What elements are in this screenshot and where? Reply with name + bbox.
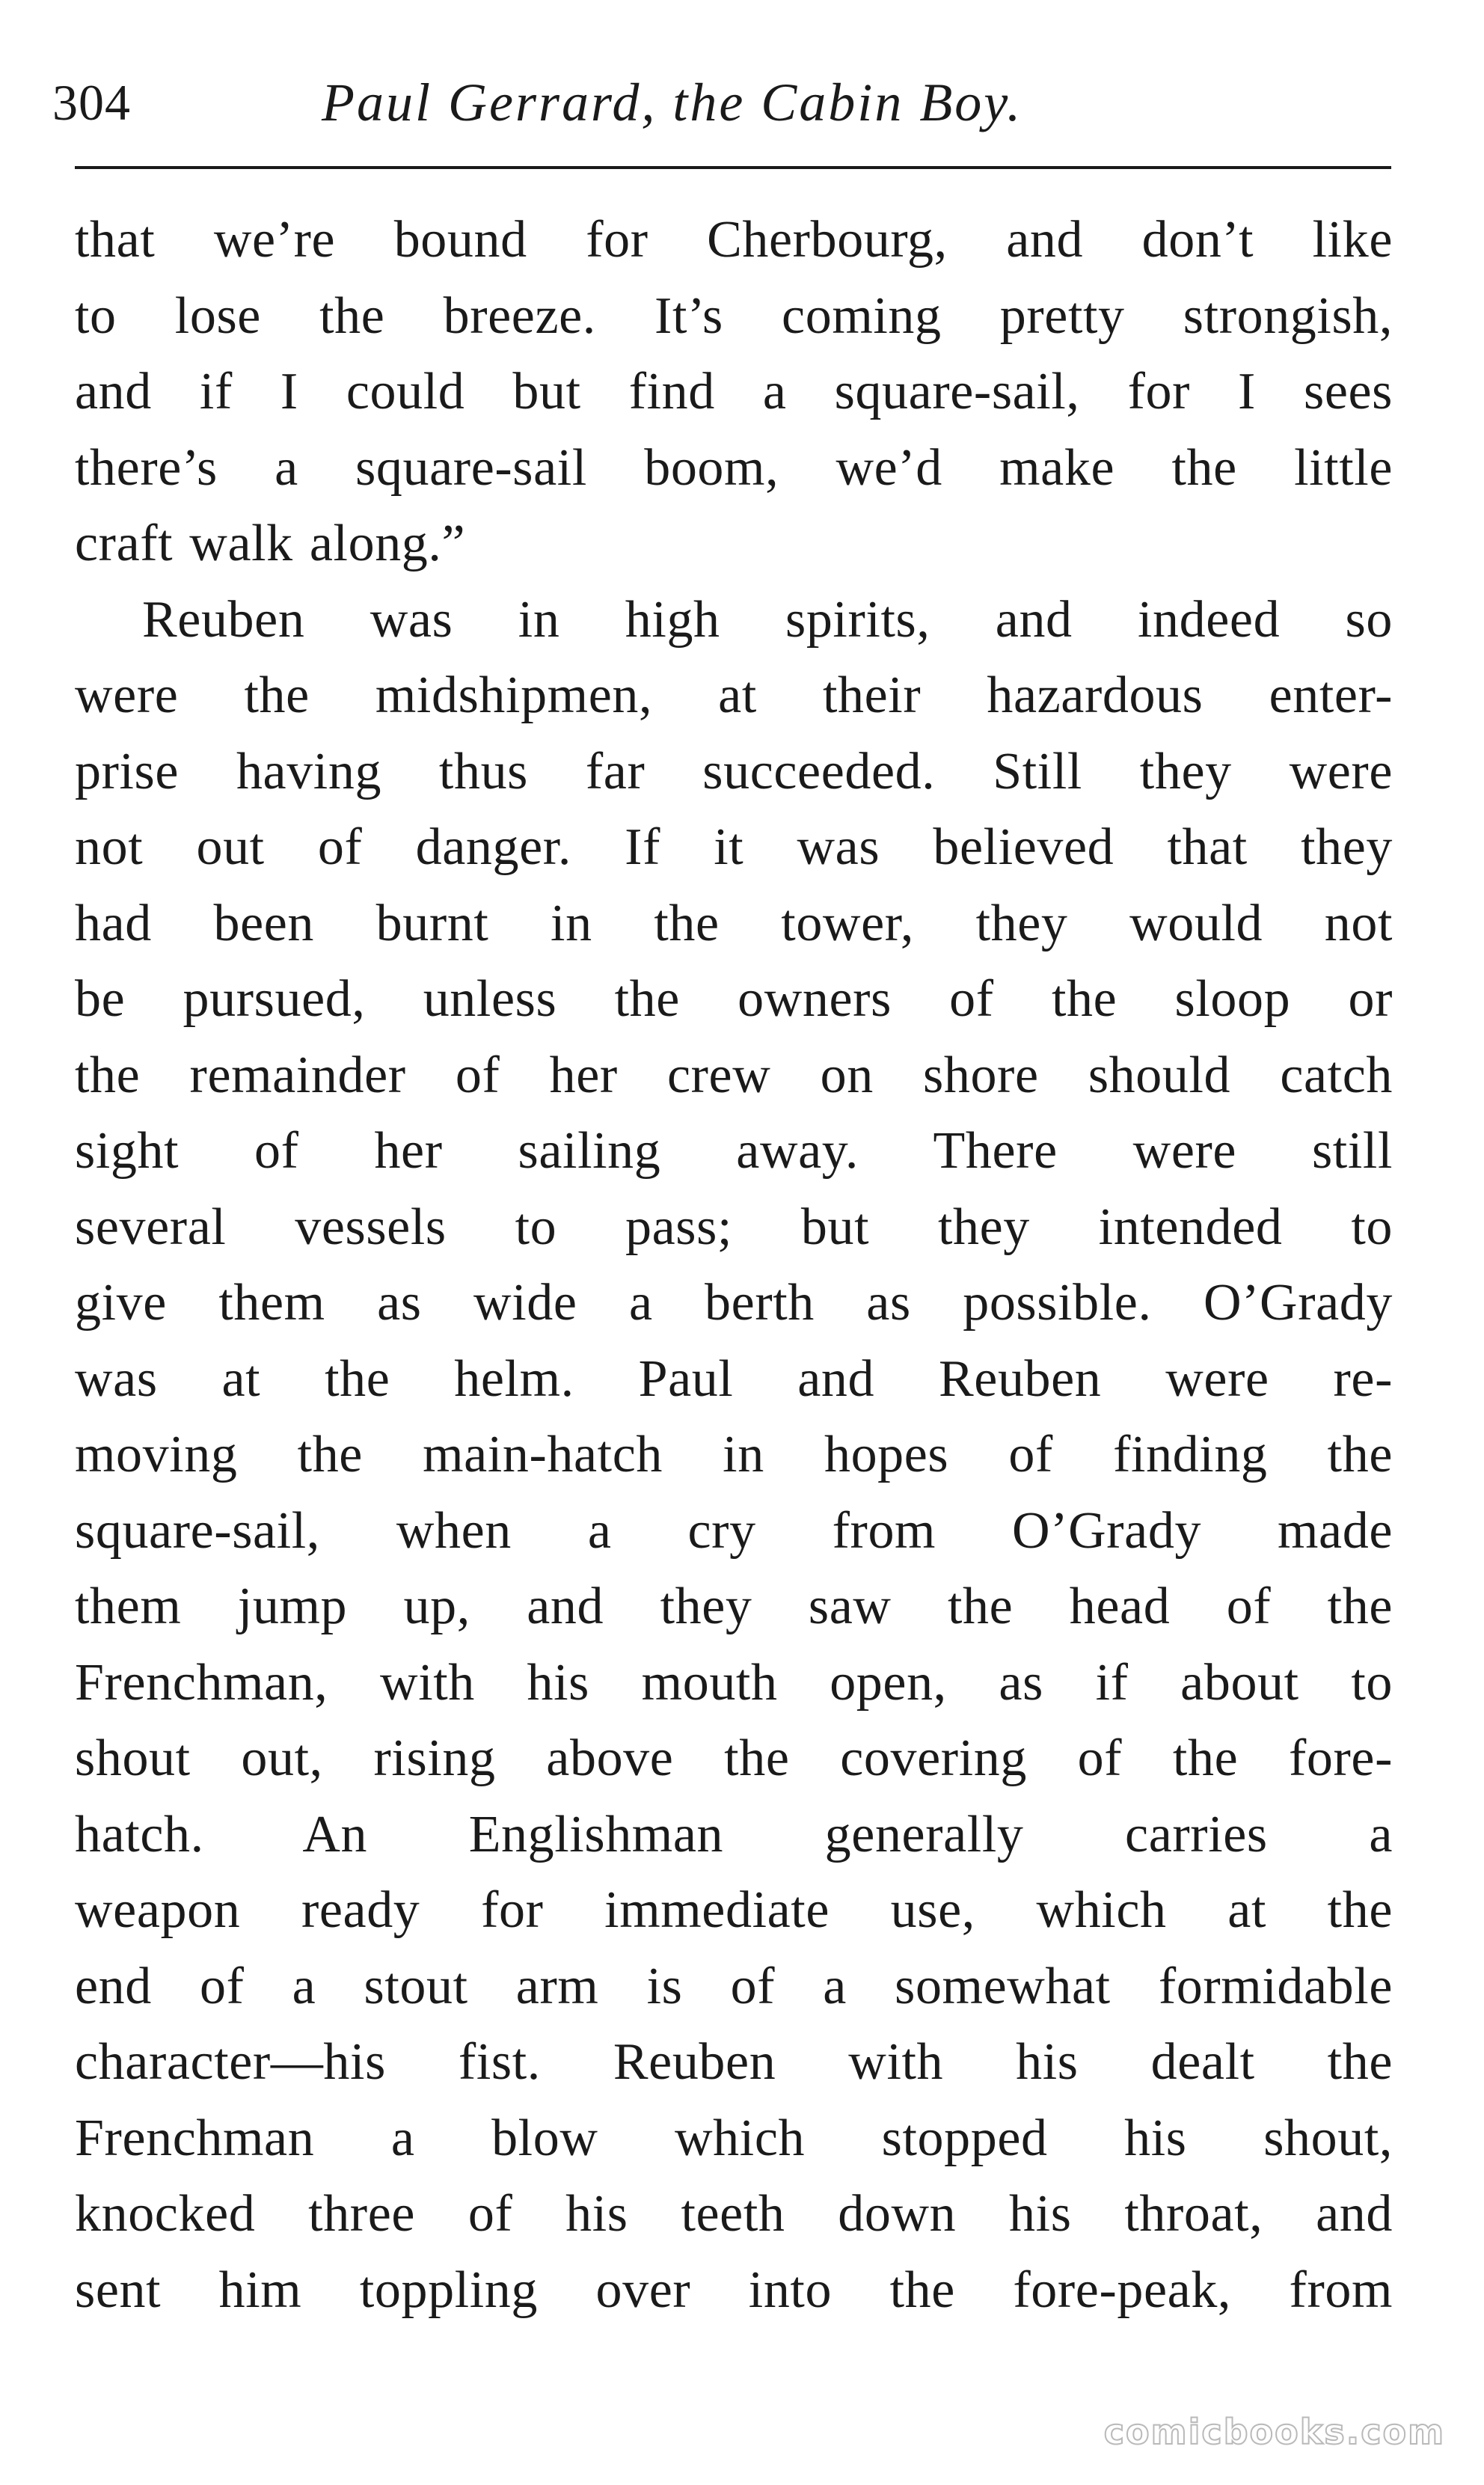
text-line: hatch. An Englishman generally carries a — [75, 1805, 1393, 1863]
text-line: square-sail, when a cry from O’Grady made — [75, 1501, 1393, 1560]
text-line: shout out, rising above the covering of the fore- — [75, 1729, 1393, 1787]
text-line: moving the main-hatch in hopes of finding the — [75, 1426, 1393, 1483]
text-line: be pursued, unless the owners of the sloop or — [75, 970, 1393, 1028]
text-line: end of a stout arm is of a somewhat formidable — [75, 1957, 1393, 2015]
text-line: Frenchman, with his mouth open, as if about to — [75, 1653, 1393, 1712]
text-line: had been burnt in the tower, they would not — [75, 894, 1393, 952]
text-line: weapon ready for immediate use, which at the — [75, 1881, 1393, 1939]
body-text — [75, 202, 1393, 2328]
text-line: knocked three of his teeth down his throat, and — [75, 2185, 1393, 2243]
text-line: was at the helm. Paul and Reuben were re- — [75, 1349, 1393, 1408]
text-line: character—his fist. Reuben with his dealt the — [75, 2033, 1393, 2091]
running-title: Paul Gerrard, the Cabin Boy. — [322, 73, 1023, 132]
text-line: give them as wide a berth as possible. O’Grady — [75, 1274, 1393, 1332]
text-line: that we’re bound for Cherbourg, and don’t like — [75, 211, 1393, 269]
text-line: several vessels to pass; but they intended to — [75, 1198, 1393, 1256]
header-rule — [75, 166, 1391, 169]
text-line: not out of danger. If it was believed that they — [75, 818, 1393, 876]
text-line: them jump up, and they saw the head of the — [75, 1578, 1393, 1635]
text-line: prise having thus far succeeded. Still they were — [75, 742, 1393, 800]
page-number: 304 — [52, 74, 131, 131]
text-line: there’s a square-sail boom, we’d make the little — [75, 438, 1393, 497]
text-line: the remainder of her crew on shore should catch — [75, 1046, 1393, 1104]
page-header — [52, 69, 1391, 136]
text-line: sight of her sailing away. There were still — [75, 1122, 1393, 1180]
text-line: sent him toppling over into the fore-peak, from — [75, 2261, 1393, 2319]
watermark: comicbooks.com — [1103, 2412, 1445, 2452]
text-line: to lose the breeze. It’s coming pretty strongish, — [75, 287, 1393, 345]
text-line: were the midshipmen, at their hazardous enter- — [75, 667, 1393, 724]
text-line: Reuben was in high spirits, and indeed so — [142, 590, 1393, 649]
text-line: craft walk along.” — [75, 515, 466, 572]
text-line: Frenchman a blow which stopped his shout, — [75, 2109, 1393, 2167]
text-line: and if I could but find a square-sail, for I sees — [75, 363, 1393, 420]
